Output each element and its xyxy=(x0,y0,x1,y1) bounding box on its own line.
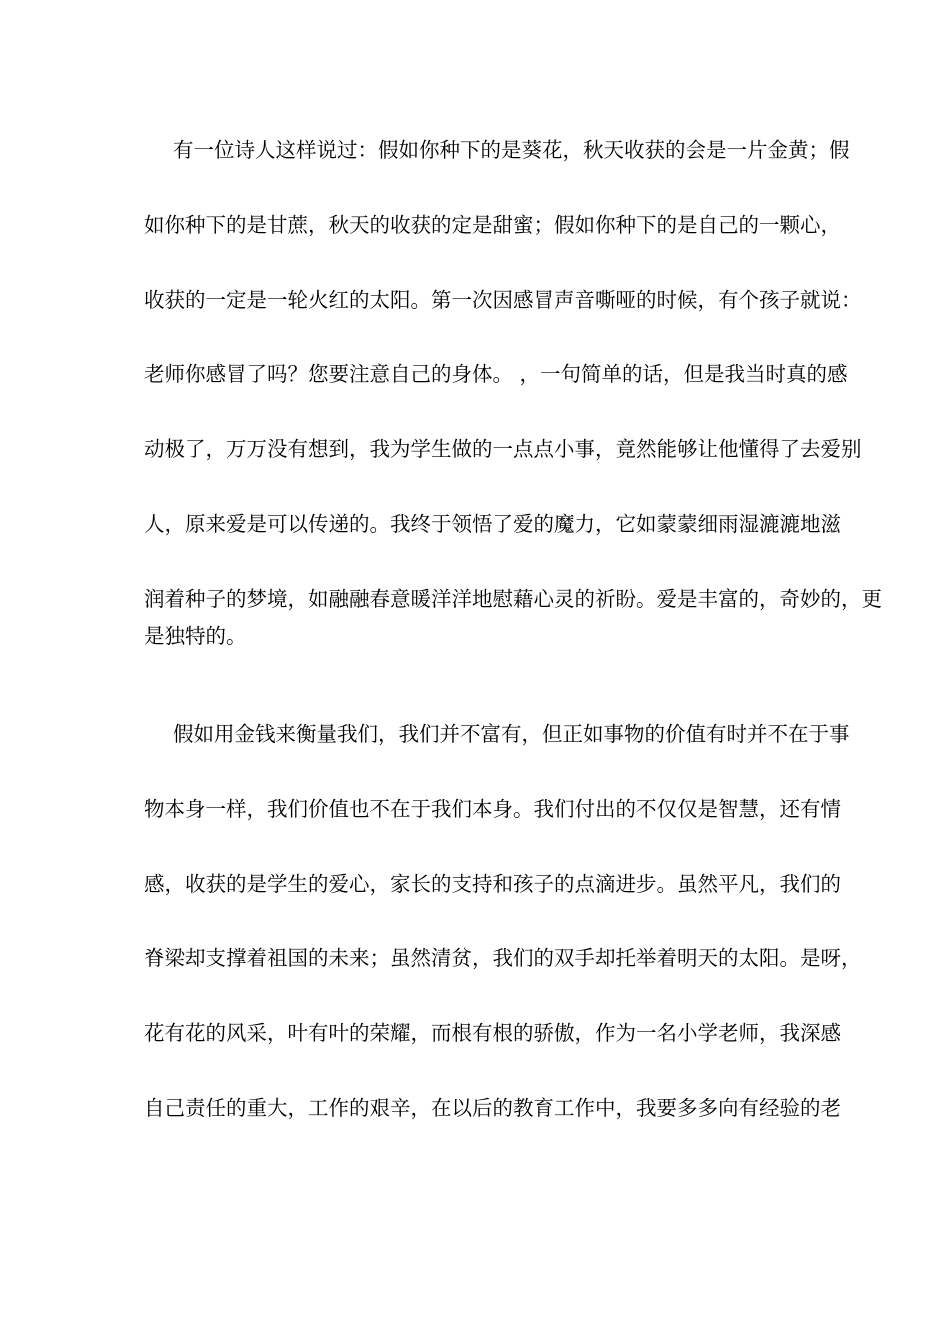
paragraph-line: 老师你感冒了吗？您要注意自己的身体。 ，一句简单的话，但是我当时真的感 xyxy=(144,362,848,387)
paragraph-line: 脊梁却支撑着祖国的未来；虽然清贫，我们的双手却托举着明天的太阳。是呀， xyxy=(144,946,862,971)
paragraph-line: 花有花的风采，叶有叶的荣耀，而根有根的骄傲，作为一名小学老师，我深感 xyxy=(144,1021,841,1046)
paragraph-line: 收获的一定是一轮火红的太阳。第一次因感冒声音嘶哑的时候，有个孩子就说： xyxy=(144,287,862,312)
paragraph-line: 感，收获的是学生的爱心，家长的支持和孩子的点滴进步。虽然平凡，我们的 xyxy=(144,871,841,896)
paragraph-1 xyxy=(144,132,882,655)
paragraph-2 xyxy=(144,716,862,1127)
paragraph-line: 是独特的。 xyxy=(144,624,247,649)
paragraph-line: 假如用金钱来衡量我们，我们并不富有，但正如事物的价值有时并不在于事 xyxy=(173,722,850,746)
paragraph-line: 润着种子的梦境，如融融春意暖洋洋地慰藉心灵的祈盼。爱是丰富的，奇妙的，更 xyxy=(144,586,882,611)
paragraph-line: 人，原来爱是可以传递的。我终于领悟了爱的魔力，它如蒙蒙细雨湿漉漉地滋 xyxy=(144,511,841,536)
paragraph-line: 物本身一样，我们价值也不在于我们本身。我们付出的不仅仅是智慧，还有情 xyxy=(144,796,841,821)
paragraph-line: 有一位诗人这样说过：假如你种下的是葵花，秋天收获的会是一片金黄；假 xyxy=(173,138,850,162)
paragraph-line: 动极了，万万没有想到，我为学生做的一点点小事，竟然能够让他懂得了去爱别 xyxy=(144,437,862,462)
paragraph-line: 如你种下的是甘蔗，秋天的收获的定是甜蜜；假如你种下的是自己的一颗心， xyxy=(144,212,841,237)
paragraph-line: 自己责任的重大，工作的艰辛，在以后的教育工作中，我要多多向有经验的老 xyxy=(144,1095,841,1120)
